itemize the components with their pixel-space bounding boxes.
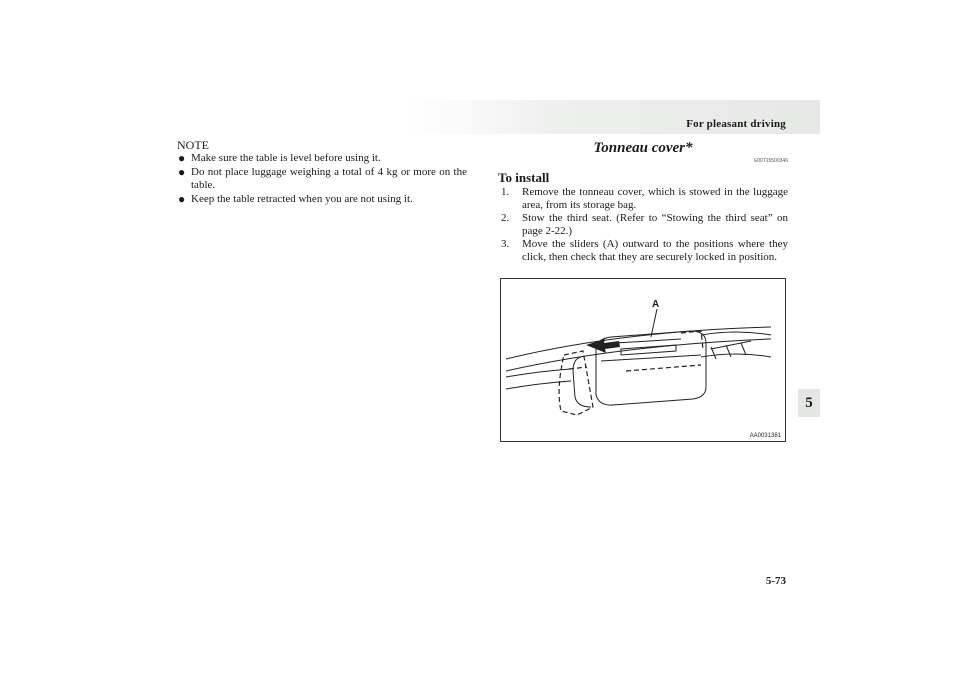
bullet-icon: ●	[178, 165, 186, 179]
step-number: 1.	[501, 186, 510, 198]
tonneau-cover-illustration	[500, 278, 786, 442]
running-header: For pleasant driving	[686, 118, 786, 130]
figure-code: AA0031381	[749, 433, 781, 439]
step-item	[498, 238, 788, 264]
step-text: Stow the third seat. (Refer to “Stowing the third seat” on page 2-22.)	[522, 212, 788, 237]
note-item-text: Do not place luggage weighing a total of 4 kg or more on the table.	[191, 166, 467, 191]
step-item	[498, 212, 788, 238]
section-title: Tonneau cover*	[593, 140, 693, 156]
note-label: NOTE	[177, 138, 209, 152]
tonneau-cover-drawing	[501, 279, 787, 443]
bullet-icon: ●	[178, 192, 186, 206]
callout-label: A	[652, 299, 660, 310]
section-code: E00715500346	[754, 158, 788, 164]
note-block	[177, 139, 467, 207]
page-number: 5-73	[765, 575, 786, 587]
section-block	[498, 139, 788, 264]
chapter-tab: 5	[798, 389, 820, 417]
step-list	[498, 186, 788, 264]
sub-heading: To install	[498, 170, 550, 185]
note-item-text: Keep the table retracted when you are not using it.	[191, 193, 413, 205]
note-item	[177, 152, 467, 165]
step-number: 2.	[501, 212, 510, 224]
step-text: Move the sliders (A) outward to the positions where they click, then check that they are securely locked in position.	[522, 238, 788, 263]
step-item	[498, 186, 788, 212]
note-item	[177, 193, 467, 206]
bullet-icon: ●	[178, 151, 186, 165]
step-text: Remove the tonneau cover, which is stowed in the luggage area, from its storage bag.	[522, 186, 788, 211]
note-item-text: Make sure the table is level before using it.	[191, 152, 381, 164]
step-number: 3.	[501, 238, 510, 250]
note-item	[177, 166, 467, 192]
